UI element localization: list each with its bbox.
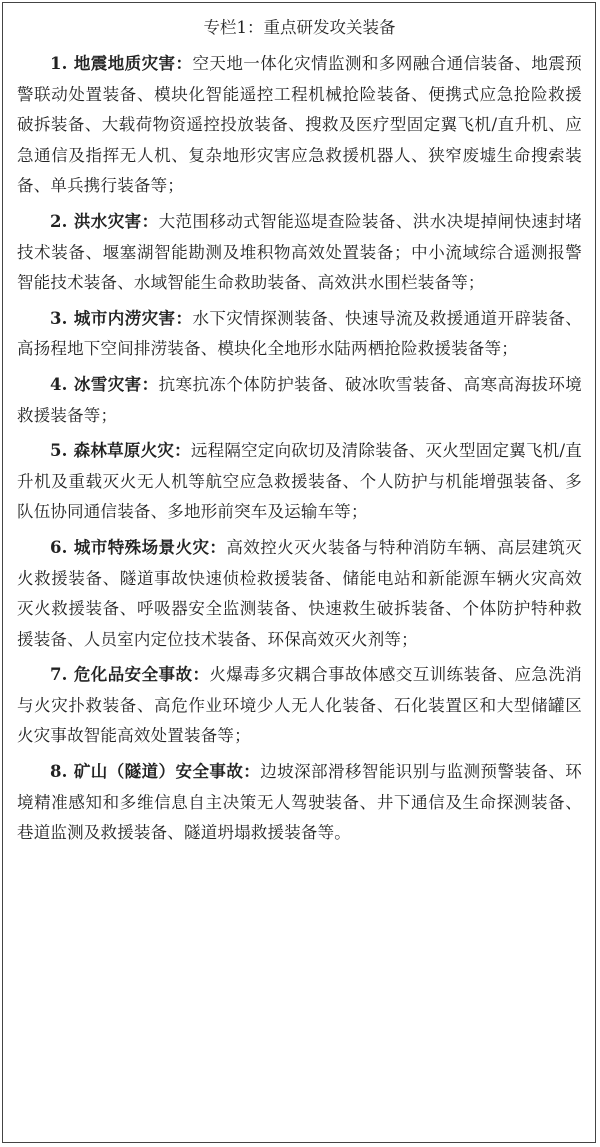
- item-heading: 2. 洪水灾害：: [50, 211, 159, 231]
- equipment-column-box: [2, 2, 596, 1143]
- item-earthquake-geological: [17, 49, 582, 202]
- box-title: 专栏1：重点研发攻关装备: [203, 18, 396, 37]
- item-text: 水下灾情探测装备、快速导流及救援通道开辟装备、高扬程地下空间排涝装备、模块化全地形水陆两栖抢险救援装备等；: [17, 308, 582, 359]
- item-heading: 6. 城市特殊场景火灾：: [50, 537, 227, 557]
- item-text: 边坡深部滑移智能识别与监测预警装备、环境精准感知和多维信息自主决策无人驾驶装备、井下通信及生命探测装备、巷道监测及救援装备、隧道坍塌救援装备等。: [17, 762, 582, 843]
- item-urban-waterlogging: [17, 304, 582, 365]
- item-heading: 5. 森林草原火灾：: [50, 441, 191, 461]
- item-urban-special-fire: [17, 533, 582, 655]
- item-heading: 1. 地震地质灾害：: [50, 54, 193, 73]
- item-forest-grassland-fire: [17, 436, 582, 528]
- item-text: 火爆毒多灾耦合事故体感交互训练装备、应急洗消与火灾扑救装备、高危作业环境少人无人化装备、石化装置区和大型储罐区火灾事故智能高效处置装备等；: [17, 665, 583, 746]
- item-hazardous-chemicals: [17, 660, 582, 752]
- item-flood: [17, 207, 582, 299]
- item-text: 远程隔空定向砍切及清除装备、灭火型固定翼飞机/直升机及重载灭火无人机等航空应急救援装备、个人防护与机能增强装备、多队伍协同通信装备、多地形前突车及运输车等；: [17, 441, 582, 522]
- item-text: 大范围移动式智能巡堤查险装备、洪水决堤掉闸快速封堵技术装备、堰塞湖智能勘测及堆积物高效处置装备；中小流域综合遥测报警智能技术装备、水域智能生命救助装备、高效洪水围栏装备等；: [17, 211, 582, 293]
- item-text: 高效控火灭火装备与特种消防车辆、高层建筑灭火救援装备、隧道事故快速侦检救援装备、储能电站和新能源车辆火灾高效灭火救援装备、呼吸器安全监测装备、快速救生破拆装备、个体防护特种救援装备、人员室内定位技术装备、环保高效灭火剂等；: [17, 537, 582, 649]
- item-text: 空天地一体化灾情监测和多网融合通信装备、地震预警联动处置装备、模块化智能遥控工程机械抢险装备、便携式应急抢险救援破拆装备、大载荷物资遥控投放装备、搜救及医疗型固定翼飞机/直升机、应急通信及指挥无人机、复杂地形灾害应急救援机器人、狭窄废墟生命搜索装备、单兵携行装备等；: [17, 54, 582, 196]
- item-ice-snow: [17, 370, 582, 431]
- item-text: 抗寒抗冻个体防护装备、破冰吹雪装备、高寒高海拔环境救援装备等；: [17, 374, 582, 425]
- item-mine-tunnel: [17, 757, 582, 849]
- item-heading: 8. 矿山（隧道）安全事故：: [50, 762, 261, 782]
- item-heading: 4. 冰雪灾害：: [50, 374, 159, 394]
- item-heading: 3. 城市内涝灾害：: [50, 308, 193, 328]
- item-heading: 7. 危化品安全事故：: [50, 665, 210, 685]
